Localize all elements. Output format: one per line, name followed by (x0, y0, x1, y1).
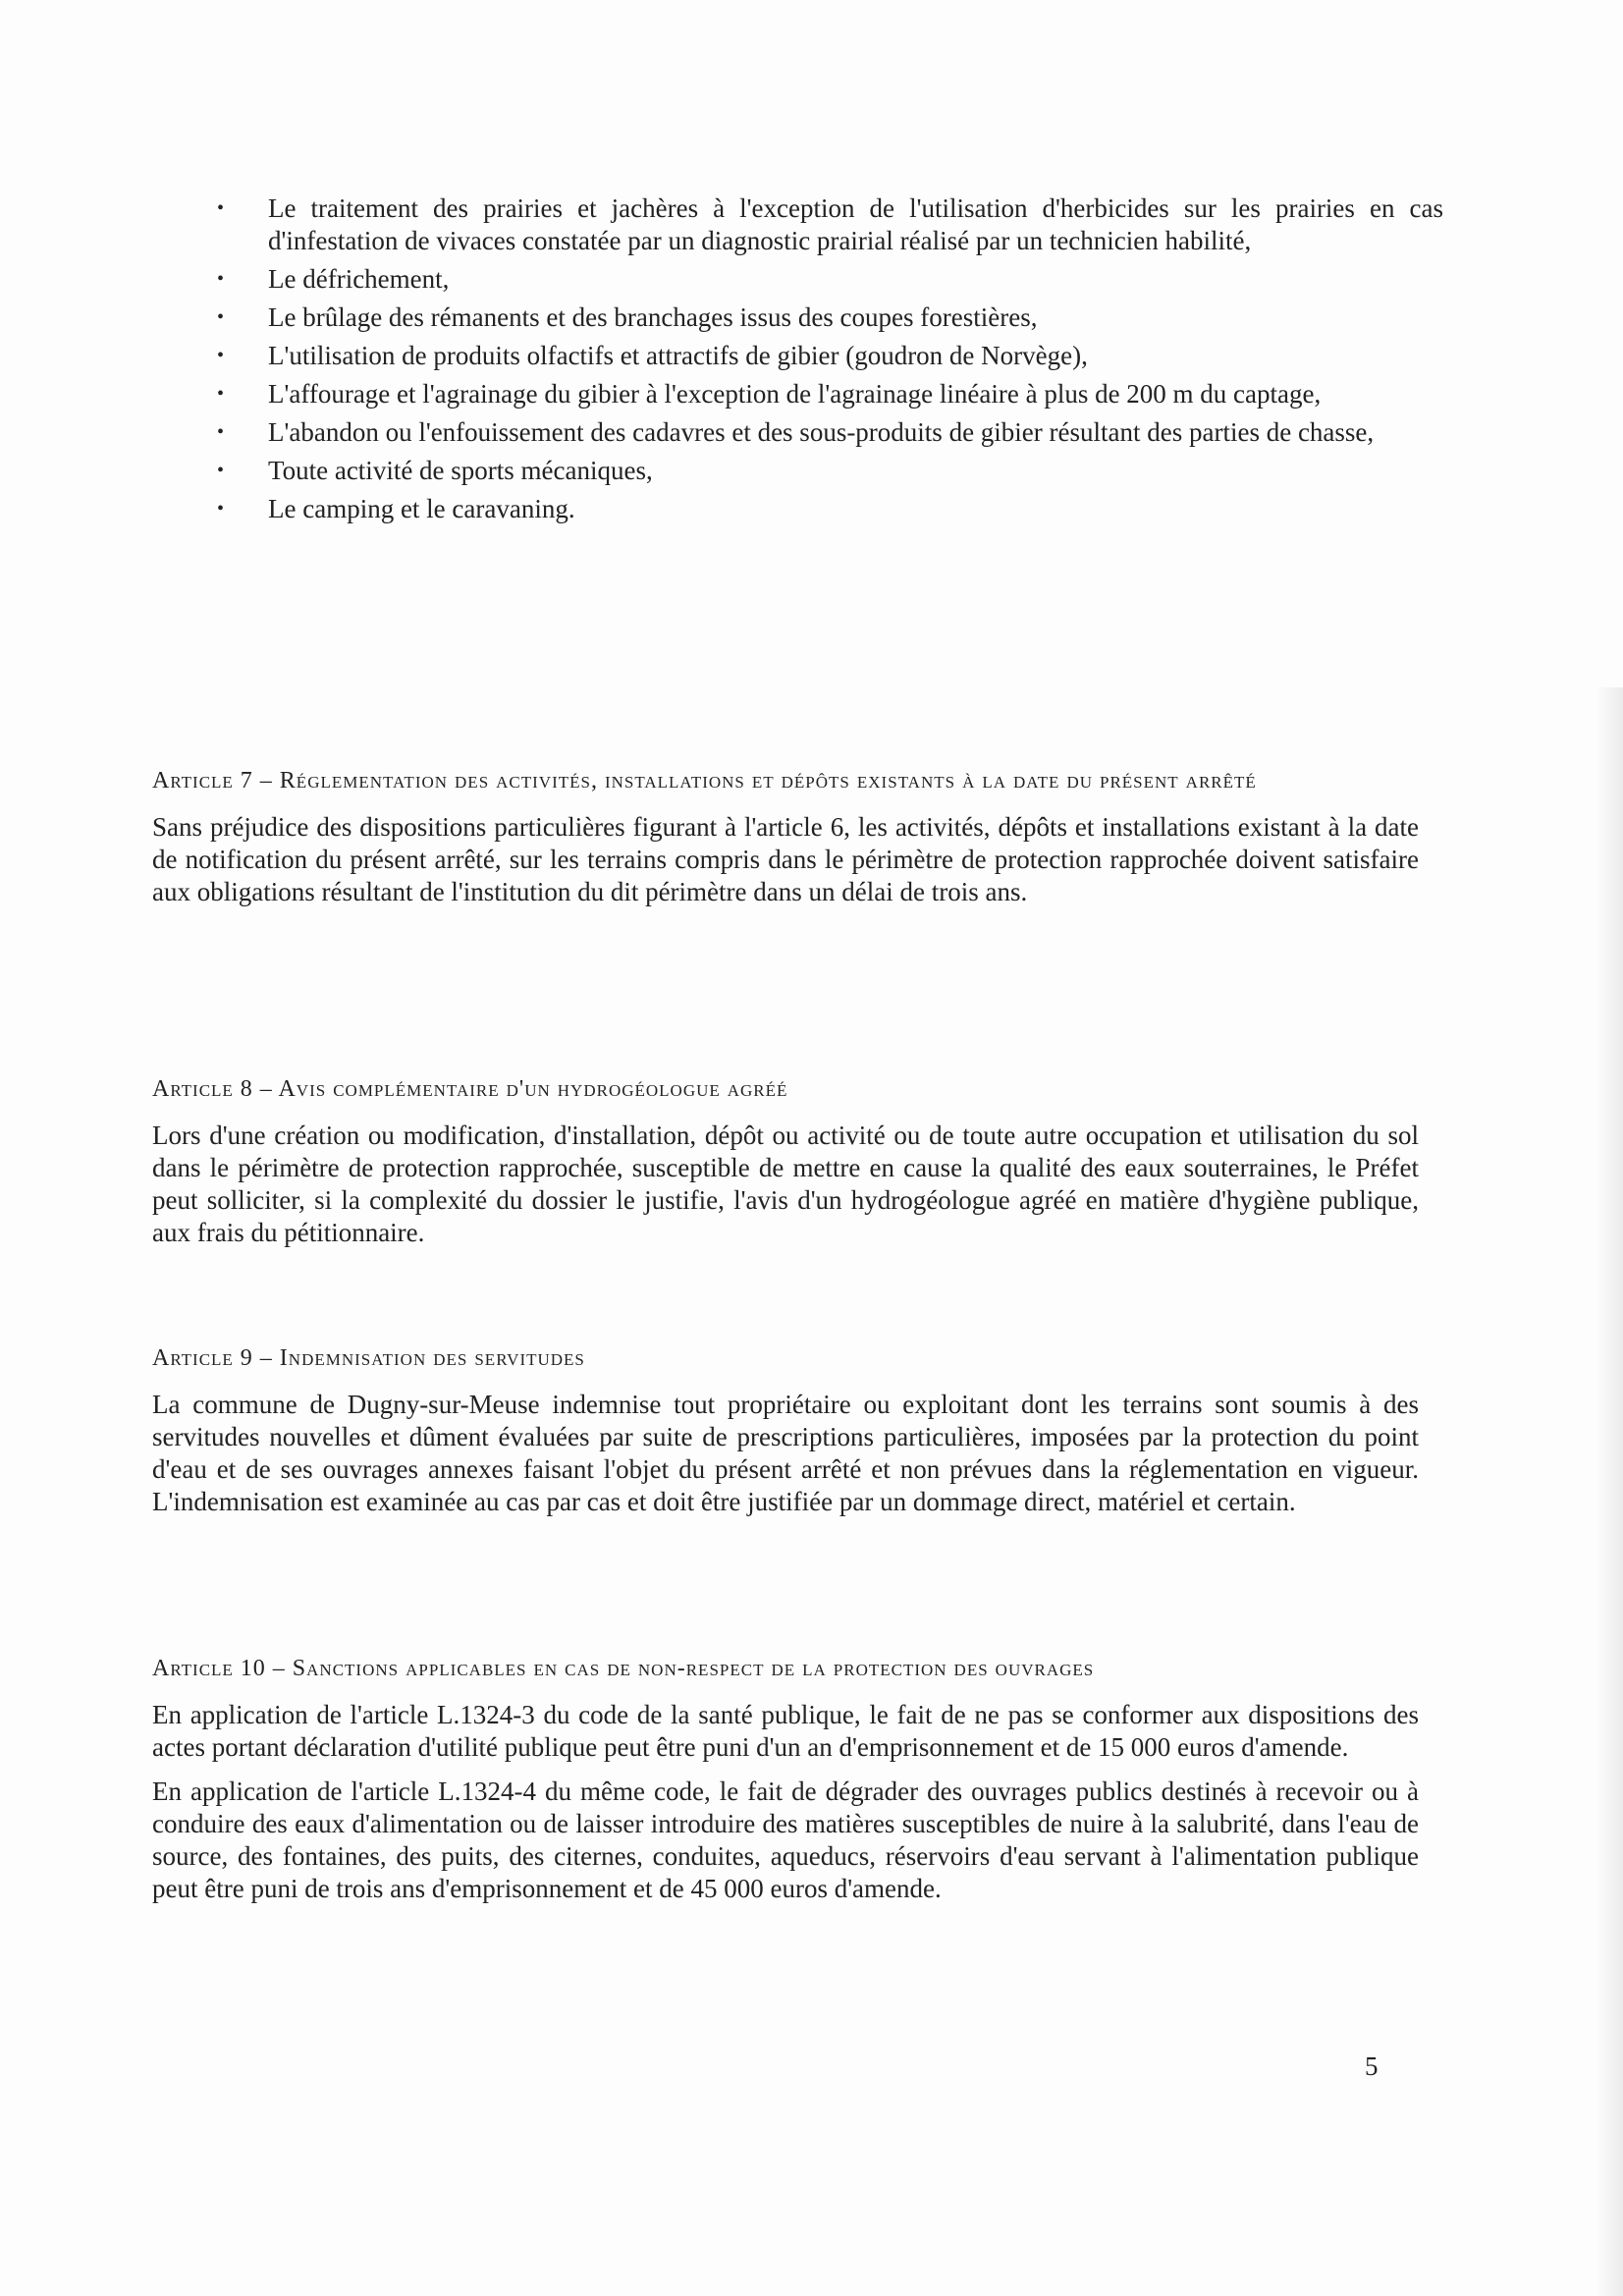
list-item (211, 493, 1443, 525)
list-item-text: Le défrichement, (268, 264, 450, 294)
article-7-heading: Article 7 – Réglementation des activités, installations et dépôts existants à la date du présent arrêté (152, 768, 1257, 793)
bullet-icon: • (217, 197, 225, 219)
list-item (211, 340, 1443, 372)
article-10-heading: Article 10 – Sanctions applicables en cas de non-respect de la protection des ouvrages (152, 1656, 1095, 1681)
list-item (211, 455, 1443, 487)
bullet-icon: • (217, 498, 225, 519)
list-item-text: L'utilisation de produits olfactifs et attractifs de gibier (goudron de Norvège), (268, 341, 1088, 370)
prohibitions-list (211, 192, 1443, 531)
list-item-text: L'abandon ou l'enfouissement des cadavres et des sous-produits de gibier résultant des parties de chasse, (268, 417, 1375, 447)
bullet-icon: • (217, 345, 225, 366)
bullet-icon: • (217, 421, 225, 443)
article-10-paragraph-1: En application de l'article L.1324-3 du code de la santé publique, le fait de ne pas se conformer aux dispositions des actes portant déclaration d'utilité publique peut être puni d'un an d'emprisonnement et de 15 000 euros d'amende. (152, 1700, 1419, 1762)
article-8-paragraph: Lors d'une création ou modification, d'installation, dépôt ou activité ou de toute autre occupation et utilisation du sol dans le périmètre de protection rapprochée, susceptible de mettre en cause la qualité des eaux souterraines, le Préfet peut solliciter, si la complexité du dossier le justifie, l'avis d'un hydrogéologue agréé en matière d'hygiène publique, aux frais du pétitionnaire. (152, 1121, 1419, 1247)
article-10-paragraph-2: En application de l'article L.1324-4 du même code, le fait de dégrader des ouvrages publics destinés à recevoir ou à conduire des eaux d'alimentation ou de laisser introduire des matières susceptibles de nuire à la salubrité, dans l'eau de source, des fontaines, des puits, des citernes, conduites, aqueducs, réservoirs d'eau servant à l'alimentation publique peut être puni de trois ans d'emprisonnement et de 45 000 euros d'amende. (152, 1777, 1419, 1903)
scan-edge-shadow (1596, 687, 1623, 2296)
page-number: 5 (1365, 2051, 1379, 2081)
article-7-paragraph: Sans préjudice des dispositions particulières figurant à l'article 6, les activités, dépôts et installations existant à la date de notification du présent arrêté, sur les terrains compris dans le périmètre de protection rapprochée doivent satisfaire aux obligations résultant de l'institution du dit périmètre dans un délai de trois ans. (152, 812, 1419, 906)
list-item-text: Le traitement des prairies et jachères à l'exception de l'utilisation d'herbicides sur les prairies en cas d'infestation de vivaces constatée par un diagnostic prairial réalisé par un technicien habilité, (268, 193, 1443, 255)
list-item (211, 378, 1443, 410)
list-item (211, 301, 1443, 334)
article-9 (152, 1341, 1419, 1530)
bullet-icon: • (217, 383, 225, 405)
list-item-text: Le brûlage des rémanents et des branchages issus des coupes forestières, (268, 302, 1038, 332)
list-item-text: Toute activité de sports mécaniques, (268, 456, 653, 485)
list-item (211, 192, 1443, 257)
list-item-text: Le camping et le caravaning. (268, 494, 575, 523)
article-8-heading: Article 8 – Avis complémentaire d'un hydrogéologue agréé (152, 1076, 788, 1102)
list-item (211, 263, 1443, 296)
article-10 (152, 1652, 1419, 1917)
bullet-icon: • (217, 460, 225, 481)
bullet-icon: • (217, 306, 225, 328)
article-9-paragraph: La commune de Dugny-sur-Meuse indemnise tout propriétaire ou exploitant dont les terrains sont soumis à des servitudes nouvelles et dûment évaluées par suite de prescriptions particulières, imposées par la protection du point d'eau et de ses ouvrages annexes faisant l'objet du présent arrêté et non prévues dans la réglementation en vigueur. L'indemnisation est examinée au cas par cas et doit être justifiée par un dommage direct, matériel et certain. (152, 1390, 1419, 1516)
bullet-icon: • (217, 268, 225, 290)
article-9-heading: Article 9 – Indemnisation des servitudes (152, 1345, 585, 1371)
article-7 (152, 764, 1419, 920)
list-item (211, 416, 1443, 449)
article-8 (152, 1072, 1419, 1261)
list-item-text: L'affourage et l'agrainage du gibier à l'exception de l'agrainage linéaire à plus de 200 m du captage, (268, 379, 1322, 409)
